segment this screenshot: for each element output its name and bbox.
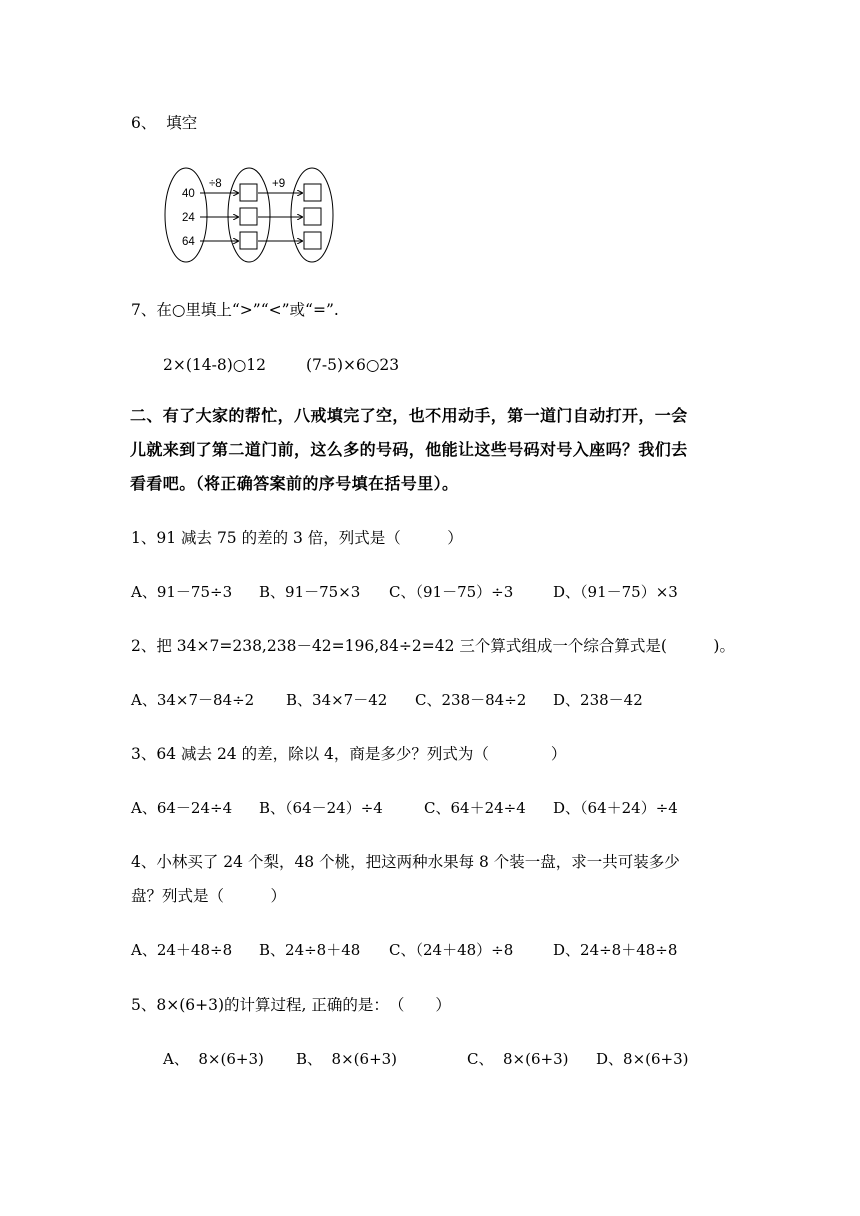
question-5-option-a[interactable]: A、 8×(6+3) — [163, 1050, 264, 1068]
blank-box-out-2[interactable] — [304, 208, 321, 225]
mapping-diagram — [160, 160, 340, 265]
question-4-option-b[interactable]: B、24÷8＋48 — [259, 941, 361, 959]
q6-title: 6、 填空 — [131, 114, 198, 132]
question-2-option-b[interactable]: B、34×7－42 — [286, 691, 388, 709]
question-3-text: 3、64 减去 24 的差，除以 4，商是多少？列式为（ ） — [131, 745, 567, 763]
question-3-option-b[interactable]: B、（64－24）÷4 — [259, 799, 383, 817]
middle-ellipse — [228, 168, 270, 262]
section2-intro-line3: 看看吧。（将正确答案前的序号填在括号里）。 — [130, 474, 459, 493]
question-2-option-c[interactable]: C、238－84÷2 — [415, 691, 527, 709]
question-1-option-c[interactable]: C、（91－75）÷3 — [389, 583, 514, 601]
blank-box-out-1[interactable] — [304, 184, 321, 201]
operation-plus-9: +9 — [272, 178, 286, 190]
question-2-text: 2、把 34×7=238,238－42=196,84÷2=42 三个算式组成一个综合算式是( )。 — [131, 637, 735, 655]
section2-intro-line1: 二、有了大家的帮忙，八戒填完了空，也不用动手，第一道门自动打开，一会 — [130, 406, 688, 425]
question-3-option-c[interactable]: C、64＋24÷4 — [424, 799, 526, 817]
blank-box-mid-1[interactable] — [240, 184, 257, 201]
operation-divide-8: ÷8 — [209, 178, 222, 190]
section2-intro-line2: 儿就来到了第二道门前，这么多的号码，他能让这些号码对号入座吗？我们去 — [130, 440, 688, 459]
question-3-option-a[interactable]: A、64－24÷4 — [131, 799, 233, 817]
question-1-option-a[interactable]: A、91－75÷3 — [131, 583, 233, 601]
question-4-option-d[interactable]: D、24÷8＋48÷8 — [553, 941, 678, 959]
question-3-option-d[interactable]: D、（64＋24）÷4 — [553, 799, 678, 817]
question-5-option-d[interactable]: D、8×(6+3) — [596, 1050, 689, 1068]
q7-expression-1: 2×(14-8)○12 — [163, 356, 267, 374]
question-4-text-line2: 盘？列式是（ ） — [131, 887, 287, 905]
blank-box-mid-3[interactable] — [240, 232, 257, 249]
question-1-text: 1、91 减去 75 的差的 3 倍，列式是（ ） — [131, 529, 463, 547]
question-4-option-a[interactable]: A、24＋48÷8 — [131, 941, 233, 959]
input-value-2: 24 — [182, 212, 195, 224]
question-2-option-d[interactable]: D、238－42 — [553, 691, 643, 709]
input-value-3: 64 — [182, 236, 195, 248]
input-value-1: 40 — [182, 188, 195, 200]
question-5-text: 5、8×(6+3)的计算过程, 正确的是： （ ） — [131, 996, 451, 1014]
question-4-option-c[interactable]: C、（24＋48）÷8 — [389, 941, 514, 959]
question-1-option-d[interactable]: D、（91－75）×3 — [553, 583, 678, 601]
question-2-option-a[interactable]: A、34×7－84÷2 — [131, 691, 255, 709]
q7-expression-2: (7-5)×6○23 — [306, 356, 400, 374]
question-5-option-b[interactable]: B、 8×(6+3) — [296, 1050, 398, 1068]
q7-title: 7、在○里填上“>”“<”或“=”. — [131, 301, 339, 319]
question-5-option-c[interactable]: C、 8×(6+3) — [467, 1050, 569, 1068]
question-1-option-b[interactable]: B、91－75×3 — [259, 583, 361, 601]
blank-box-mid-2[interactable] — [240, 208, 257, 225]
blank-box-out-3[interactable] — [304, 232, 321, 249]
question-4-text-line1: 4、小林买了 24 个梨，48 个桃，把这两种水果每 8 个装一盘，求一共可装多少 — [131, 853, 680, 871]
output-ellipse — [291, 168, 333, 262]
